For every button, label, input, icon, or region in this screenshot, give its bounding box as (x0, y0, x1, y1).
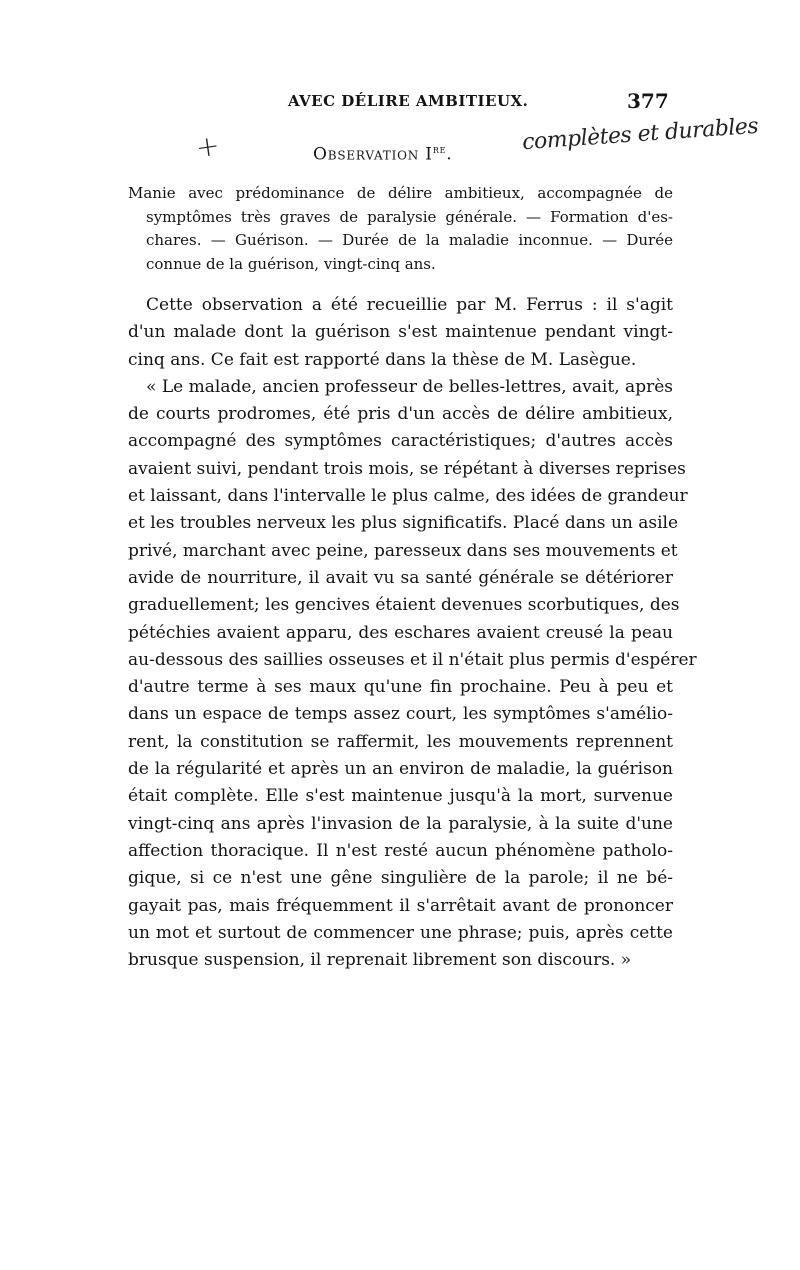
handwritten-annotation: complètes et durables (521, 113, 759, 156)
paragraph-line: privé, marchant avec peine, paresseux dans ses mouvements et (128, 540, 678, 561)
paragraph-line: d'un malade dont la guérison s'est maintenue pendant vingt- (128, 322, 673, 343)
paragraph-line: gique, si ce n'est une gêne singulière de la parole; il ne bé- (128, 868, 673, 889)
paragraph-line: pétéchies avaient apparu, des eschares avaient creusé la peau (128, 622, 673, 643)
paragraph-line: cinq ans. Ce fait est rapporté dans la thèse de M. Lasègue. (128, 349, 637, 370)
observation-heading-text: Observation I (313, 144, 433, 165)
paragraph-line: accompagné des symptômes caractéristiques; d'autres accès (128, 431, 673, 452)
handwritten-plus-mark: + (193, 128, 222, 165)
paragraph-line: était complète. Elle s'est maintenue jusqu'à la mort, survenue (128, 786, 673, 807)
paragraph-line: et les troubles nerveux les plus significatifs. Placé dans un asile (128, 513, 679, 534)
paragraph-line: Cette observation a été recueillie par M. Ferrus : il s'agit (146, 295, 673, 315)
paragraph-line: un mot et surtout de commencer une phrase; puis, après cette (128, 922, 673, 943)
running-title: AVEC DÉLIRE AMBITIEUX. (288, 92, 529, 110)
paragraph-line: avide de nourriture, il avait vu sa santé générale se détériorer (128, 567, 673, 588)
paragraph-line: rent, la constitution se raffermit, les mouvements reprennent (128, 731, 673, 752)
paragraph-line: au-dessous des saillies osseuses et il n'était plus permis d'espérer (128, 649, 697, 670)
summary-line: Manie avec prédominance de délire ambitieux, accompagnée de (128, 184, 673, 202)
paragraph-line: gayait pas, mais fréquemment il s'arrêtait avant de prononcer (128, 895, 673, 916)
observation-heading-sup: re (432, 143, 447, 156)
paragraph-line: « Le malade, ancien professeur de belles-lettres, avait, après (146, 376, 673, 397)
summary-line: symptômes très graves de paralysie générale. — Formation d'es- (146, 207, 673, 226)
paragraph-line: graduellement; les gencives étaient devenues scorbutiques, des (128, 595, 680, 616)
observation-summary (128, 182, 673, 277)
summary-line: connue de la guérison, vingt-cinq ans. (146, 255, 436, 274)
paragraph-line: avaient suivi, pendant trois mois, se répétant à diverses reprises (128, 458, 686, 479)
paragraph-line: de la régularité et après un an environ de maladie, la guérison (128, 759, 673, 780)
observation-heading-end: . (446, 144, 453, 165)
page-number: 377 (627, 89, 669, 113)
summary-line: chares. — Guérison. — Durée de la maladie inconnue. — Durée (146, 231, 673, 250)
paragraph-line: de courts prodromes, été pris d'un accès de délire ambitieux, (128, 404, 673, 425)
paragraph-line: affection thoracique. Il n'est resté aucun phénomène patholo- (128, 840, 673, 861)
paragraph-line: brusque suspension, il reprenait librement son discours. » (128, 950, 632, 971)
paragraph-line: et laissant, dans l'intervalle le plus calme, des idées de grandeur (128, 486, 688, 507)
paragraph-line: dans un espace de temps assez court, les symptômes s'amélio- (128, 704, 673, 725)
body-text (128, 292, 697, 974)
paragraph-line: d'autre terme à ses maux qu'une fin prochaine. Peu à peu et (128, 677, 673, 698)
observation-heading (313, 143, 453, 165)
paragraph-line: vingt-cinq ans après l'invasion de la paralysie, à la suite d'une (128, 813, 673, 834)
